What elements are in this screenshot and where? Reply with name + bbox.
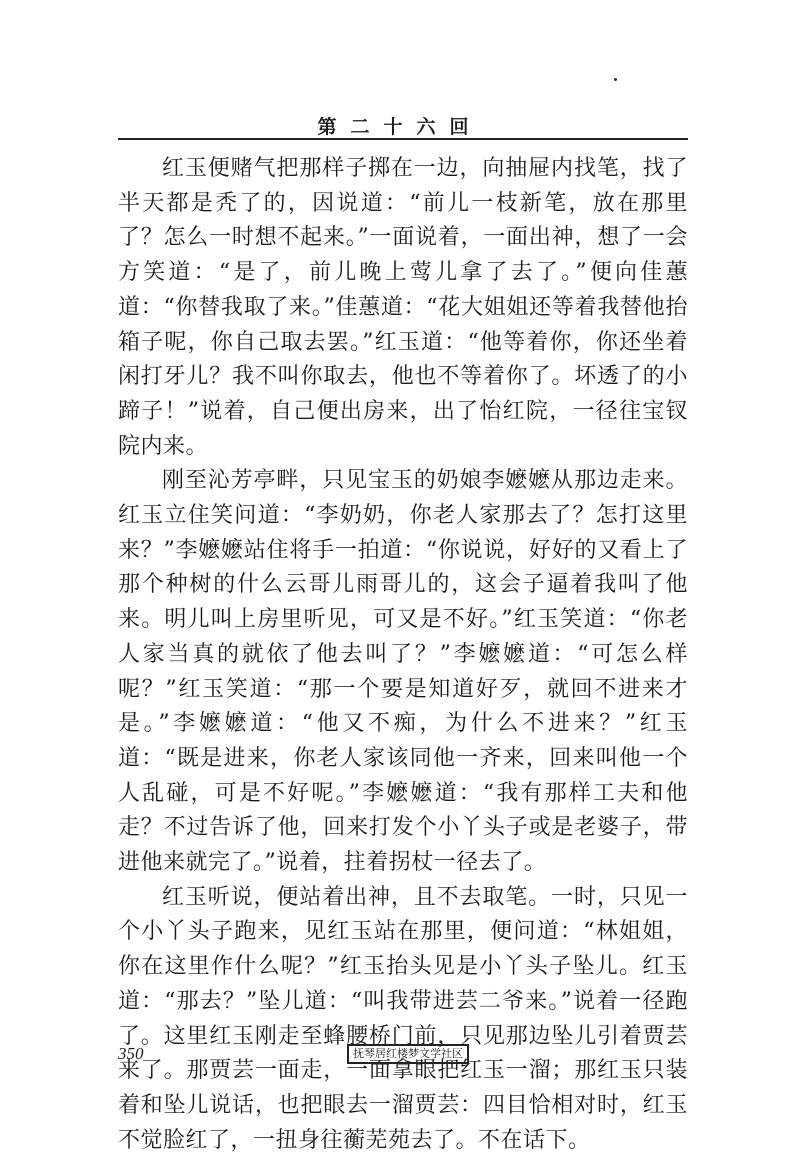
paragraph-2: 刚至沁芳亭畔，只见宝玉的奶娘李嬷嬷从那边走来。红玉立住笑问道：“李奶奶，你老人家那去了？怎打这里来？”李嬷嬷站住将手一拍道：“你说说，好好的又看上了那个种树的什么云哥儿雨哥儿的，这会子逼着我叫了他来。明儿叫上房里听见，可又是不好。”红玉笑道：“你老人家当真的就依了他去叫了？”李嬷嬷道：“可怎么样呢？”红玉笑道：“那一个要是知道好歹，就回不进来才是。”李嬷嬷道：“他又不痴，为什么不进来？”红玉道：“既是进来，你老人家该同他一齐来，回来叫他一个人乱碰，可是不好呢。”李嬷嬷道：“我有那样工夫和他走？不过告诉了他，回来打发个小丫头子或是老婆子，带进他来就完了。”说着，拄着拐杖一径去了。: [118, 468, 688, 876]
chapter-title: 第二十六回: [317, 116, 483, 138]
header-rule: [118, 138, 688, 140]
paragraph-3: 红玉听说，便站着出神，且不去取笔。一时，只见一个小丫头子跑来，见红玉站在那里，便问道：“林姐姐，你在这里作什么呢？”红玉抬头见是小丫头子坠儿。红玉道：“那去？”坠儿道：“叫我带进芸二爷来。”说着一径跑了。这里红玉刚走至蜂腰桥门前，只见那边坠儿引着贾芸来了。那贾芸一面走，一面拿眼把红玉一溜；那红玉只装着和坠儿说话，也把眼去一溜贾芸：四目恰相对时，红玉不觉脸红了，一扭身往蘅芜苑去了。不在话下。: [118, 884, 688, 1153]
watermark-stamp: 抚琴居红楼梦文学社区: [347, 1044, 469, 1064]
page-number: 350: [118, 1044, 144, 1063]
scan-speck: [614, 78, 617, 81]
paragraph-1: 红玉便赌气把那样子掷在一边，向抽屉内找笔，找了半天都是秃了的，因说道：“前儿一枝新笔，放在那里了？怎么一时想不起来。”一面说着，一面出神，想了一会方笑道：“是了，前儿晚上莺儿拿了去了。”便向佳蕙道：“你替我取了来。”佳蕙道：“花大姐姐还等着我替他抬箱子呢，你自己取去罢。”红玉道：“他等着你，你还坐着闲打牙儿？我不叫你取去，他也不等着你了。坏透了的小蹄子！”说着，自己便出房来，出了怡红院，一径往宝钗院内来。: [118, 156, 688, 459]
body-text: [118, 152, 688, 1158]
